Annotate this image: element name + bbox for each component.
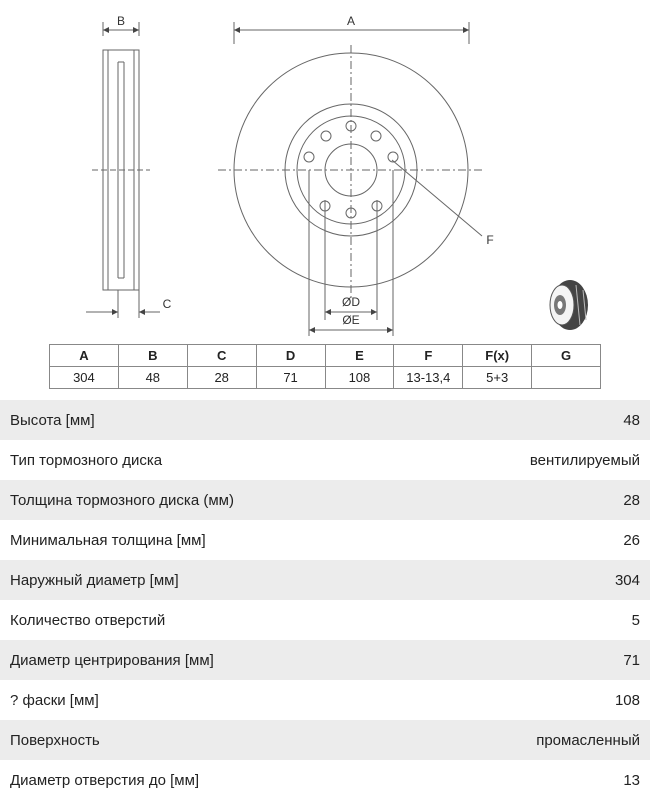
dim-header-f: F [394, 345, 463, 367]
spec-row-disc-type [0, 440, 650, 480]
front-view [218, 22, 484, 336]
spec-label: Количество отверстий [10, 611, 166, 629]
spec-label: Тип тормозного диска [10, 451, 163, 469]
spec-label: Наружный диаметр [мм] [10, 571, 179, 589]
disc-3d-thumbnail [550, 280, 588, 330]
spec-row-hole-count [0, 600, 650, 640]
spec-value: 71 [623, 651, 640, 669]
spec-value: 304 [614, 571, 640, 589]
spec-value: 108 [614, 691, 640, 709]
spec-row-centering-diameter [0, 640, 650, 680]
dim-header-g: G [532, 345, 601, 367]
label-d: ØD [342, 295, 360, 309]
dim-header-c: C [187, 345, 256, 367]
dimension-table [49, 344, 601, 389]
label-e: ØE [342, 313, 360, 327]
spec-row-surface [0, 720, 650, 760]
dim-value-g [532, 367, 601, 389]
spec-row-chamfer [0, 680, 650, 720]
spec-label: Поверхность [10, 731, 100, 749]
label-b: B [116, 14, 126, 28]
dim-header-d: D [256, 345, 325, 367]
spec-value: 13 [623, 771, 640, 789]
spec-label: Диаметр отверстия до [мм] [10, 771, 200, 789]
spec-value: 28 [623, 491, 640, 509]
dim-header-fx: F(x) [463, 345, 532, 367]
spec-value: 5 [631, 611, 640, 629]
dim-value-f: 13-13,4 [394, 367, 463, 389]
spec-value: промасленный [536, 731, 640, 749]
dimension-value-row [50, 367, 601, 389]
spec-row-hole-diameter [0, 760, 650, 800]
spec-value: 26 [623, 531, 640, 549]
spec-label: Высота [мм] [10, 411, 95, 429]
dim-value-d: 71 [256, 367, 325, 389]
spec-row-thickness [0, 480, 650, 520]
dim-header-b: B [118, 345, 187, 367]
dim-value-a: 304 [50, 367, 119, 389]
dim-header-a: A [50, 345, 119, 367]
spec-label: Толщина тормозного диска (мм) [10, 491, 234, 509]
spec-row-outer-diameter [0, 560, 650, 600]
dim-value-fx: 5+3 [463, 367, 532, 389]
spec-row-min-thickness [0, 520, 650, 560]
dim-value-c: 28 [187, 367, 256, 389]
specs-list [0, 400, 650, 800]
spec-label: Диаметр центрирования [мм] [10, 651, 214, 669]
brake-disc-drawing [0, 0, 650, 345]
dim-value-b: 48 [118, 367, 187, 389]
label-c: C [162, 297, 172, 311]
dimension-header-row [50, 345, 601, 367]
dim-header-e: E [325, 345, 394, 367]
side-view [86, 22, 160, 318]
spec-label: ? фаски [мм] [10, 691, 99, 709]
label-a: A [346, 14, 356, 28]
label-f: F [486, 233, 494, 247]
spec-value: 48 [623, 411, 640, 429]
dim-value-e: 108 [325, 367, 394, 389]
spec-value: вентилируемый [529, 451, 640, 469]
spec-row-height [0, 400, 650, 440]
spec-label: Минимальная толщина [мм] [10, 531, 206, 549]
